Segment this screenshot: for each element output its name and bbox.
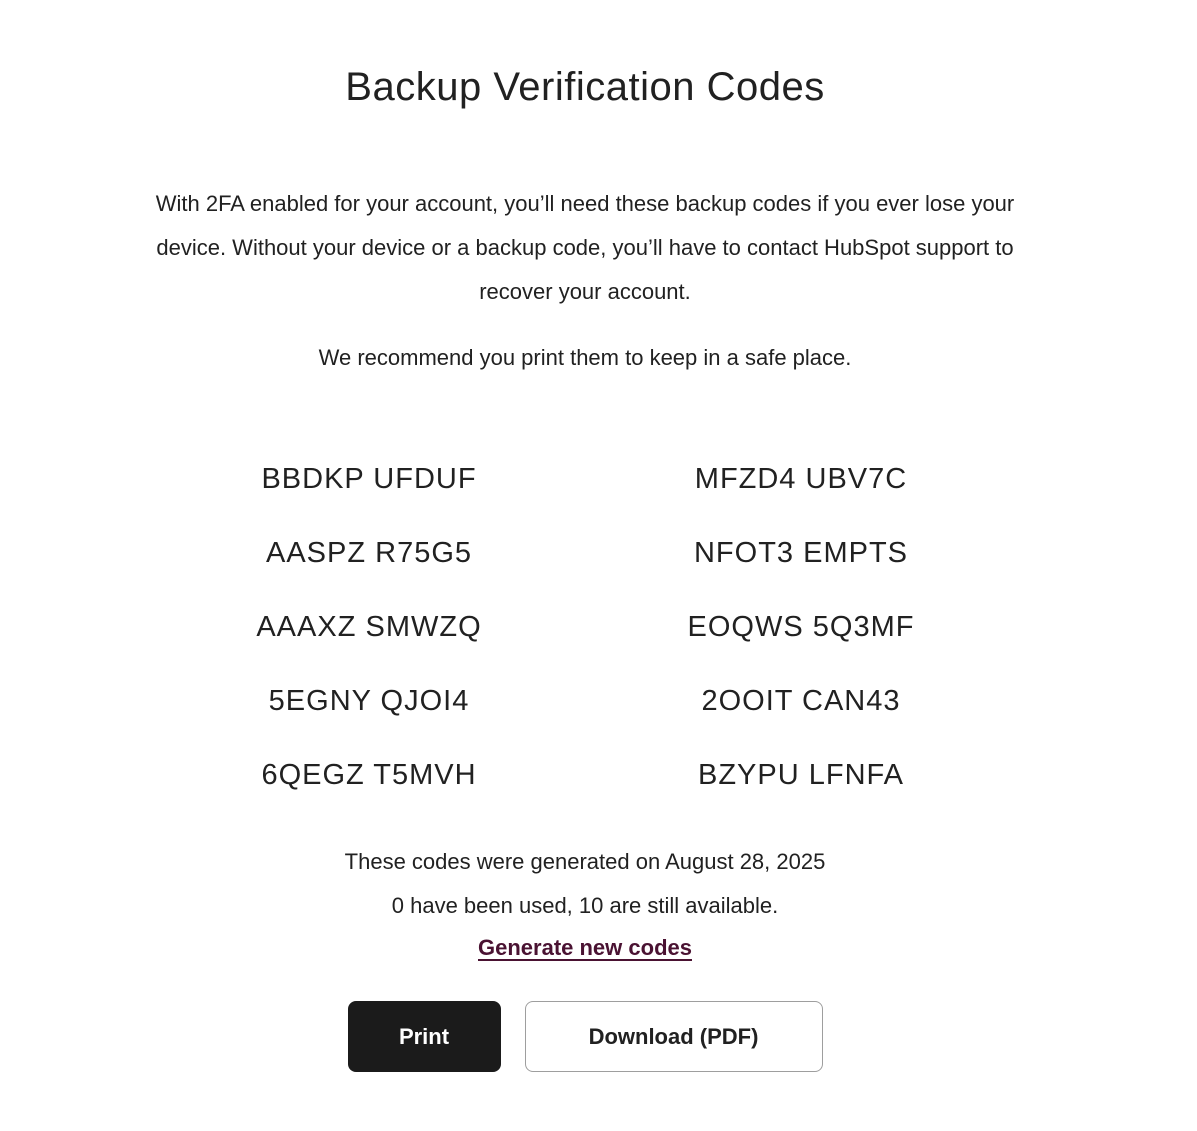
generate-link-row bbox=[0, 928, 1170, 968]
codes-meta bbox=[0, 840, 1170, 968]
backup-code: BBDKP UFDUF bbox=[261, 463, 477, 495]
backup-code: NFOT3 EMPTS bbox=[693, 537, 908, 569]
generated-date-text: These codes were generated on August 28, 2025 bbox=[344, 849, 826, 874]
backup-code: 5EGNY QJOI4 bbox=[268, 685, 470, 717]
page-title: Backup Verification Codes bbox=[345, 65, 825, 109]
generate-new-codes-link[interactable]: Generate new codes bbox=[478, 935, 692, 960]
download-pdf-button[interactable]: Download (PDF) bbox=[525, 1001, 823, 1072]
backup-code: EOQWS 5Q3MF bbox=[687, 611, 915, 643]
backup-code: MFZD4 UBV7C bbox=[694, 463, 908, 495]
recommendation-text: We recommend you print them to keep in a safe place. bbox=[318, 345, 852, 370]
print-button[interactable]: Print bbox=[348, 1001, 501, 1072]
backup-code: AASPZ R75G5 bbox=[265, 537, 473, 569]
backup-code: 6QEGZ T5MVH bbox=[261, 759, 477, 791]
usage-status-text: 0 have been used, 10 are still available. bbox=[391, 893, 779, 918]
action-buttons bbox=[0, 1001, 1170, 1072]
backup-codes-grid bbox=[153, 442, 1017, 812]
backup-code: AAAXZ SMWZQ bbox=[256, 611, 482, 643]
backup-code: 2OOIT CAN43 bbox=[701, 685, 901, 717]
intro-text: With 2FA enabled for your account, you’ll need these backup codes if you ever lose your device. Without your device or a backup code, you’ll have to contact HubSpot support to recover your account. bbox=[155, 191, 1015, 304]
backup-code: BZYPU LFNFA bbox=[698, 759, 904, 791]
